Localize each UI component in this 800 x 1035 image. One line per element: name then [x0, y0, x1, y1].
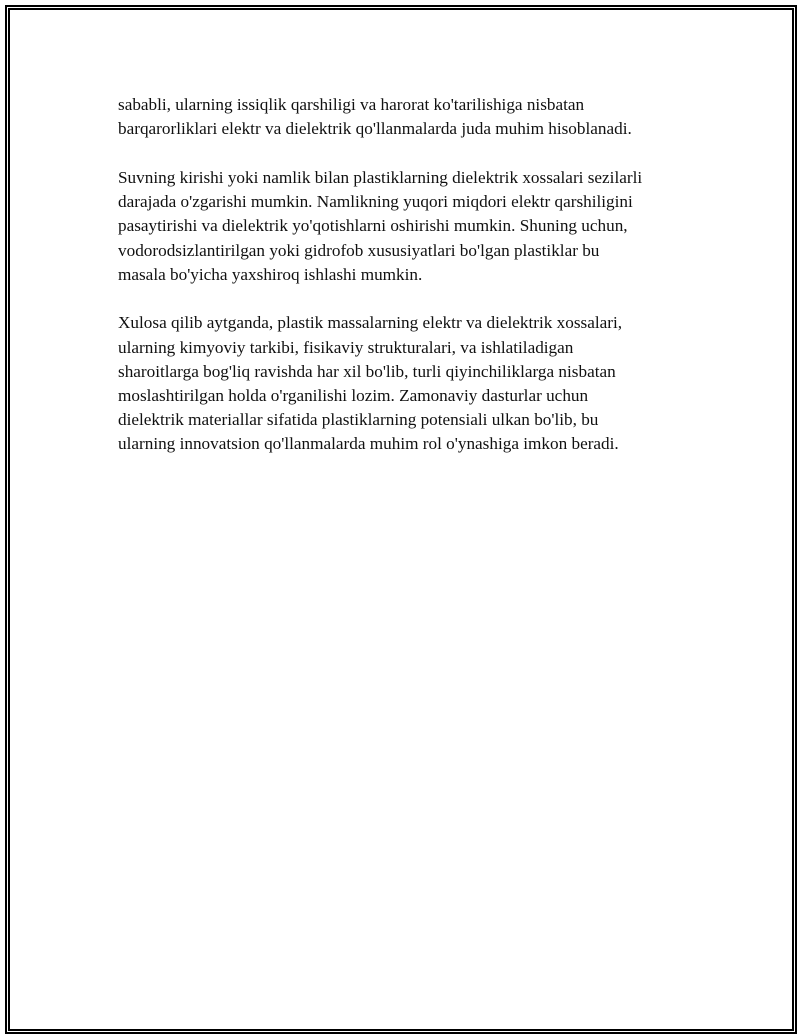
text-line: Suvning kirishi yoki namlik bilan plastiklarning dielektrik xossalari sezilarli [118, 167, 643, 187]
text-line: darajada o'zgarishi mumkin. Namlikning yuqori miqdori elektr qarshiligini [118, 192, 633, 212]
document-body [118, 93, 693, 481]
text-line: ularning innovatsion qo'llanmalarda muhim rol o'ynashiga imkon beradi. [118, 434, 619, 454]
text-line: sharoitlarga bog'liq ravishda har xil bo'lib, turli qiyinchiliklarga nisbatan [118, 361, 616, 381]
text-line: ularning kimyoviy tarkibi, fisikaviy strukturalari, va ishlatiladigan [118, 337, 574, 357]
text-line: moslashtirilgan holda o'rganilishi lozim. Zamonaviy dasturlar uchun [118, 386, 589, 406]
text-line: dielektrik materiallar sifatida plastiklarning potensiali ulkan bo'lib, bu [118, 410, 599, 430]
text-line: Xulosa qilib aytganda, plastik massalarning elektr va dielektrik xossalari, [118, 313, 623, 333]
paragraph [118, 311, 693, 456]
paragraph [118, 166, 693, 287]
text-line: vodorodsizlantirilgan yoki gidrofob xususiyatlari bo'lgan plastiklar bu [118, 240, 600, 260]
text-line: barqarorliklari elektr va dielektrik qo'llanmalarda juda muhim hisoblanadi. [118, 119, 632, 139]
text-line: sababli, ularning issiqlik qarshiligi va harorat ko'tarilishiga nisbatan [118, 95, 585, 114]
text-line: pasaytirishi va dielektrik yo'qotishlarni oshirishi mumkin. Shuning uchun, [118, 216, 628, 236]
paragraph [118, 93, 693, 141]
text-line: masala bo'yicha yaxshiroq ishlashi mumkin. [118, 264, 423, 284]
